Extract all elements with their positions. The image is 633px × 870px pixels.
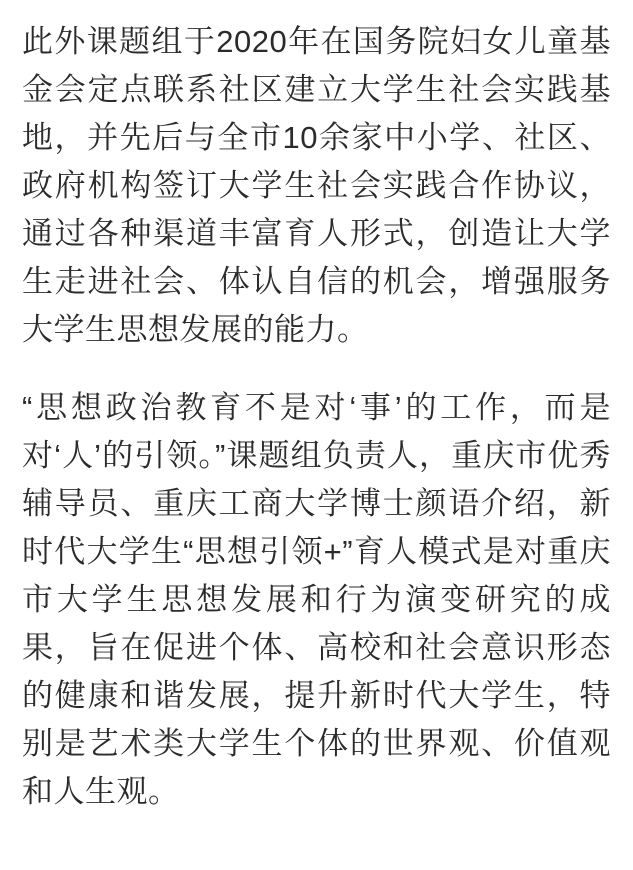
paragraph-1: 此外课题组于2020年在国务院妇女儿童基金会定点联系社区建立大学生社会实践基地，并先后与全市10余家中小学、社区、政府机构签订大学生社会实践合作协议，通过各种渠道丰富育人形式，创造让大学生走进社会、体认自信的机会，增强服务大学生思想发展的能力。 [22, 24, 611, 347]
paragraph-2: “思想政治教育不是对‘事’的工作，而是对‘人’的引领。”课题组负责人，重庆市优秀辅导员、重庆工商大学博士颜语介绍，新时代大学生“思想引领+”育人模式是对重庆市大学生思想发展和行为演变研究的成果，旨在促进个体、高校和社会意识形态的健康和谐发展，提升新时代大学生，特别是艺术类大学生个体的世界观、价值观和人生观。 [22, 390, 611, 809]
